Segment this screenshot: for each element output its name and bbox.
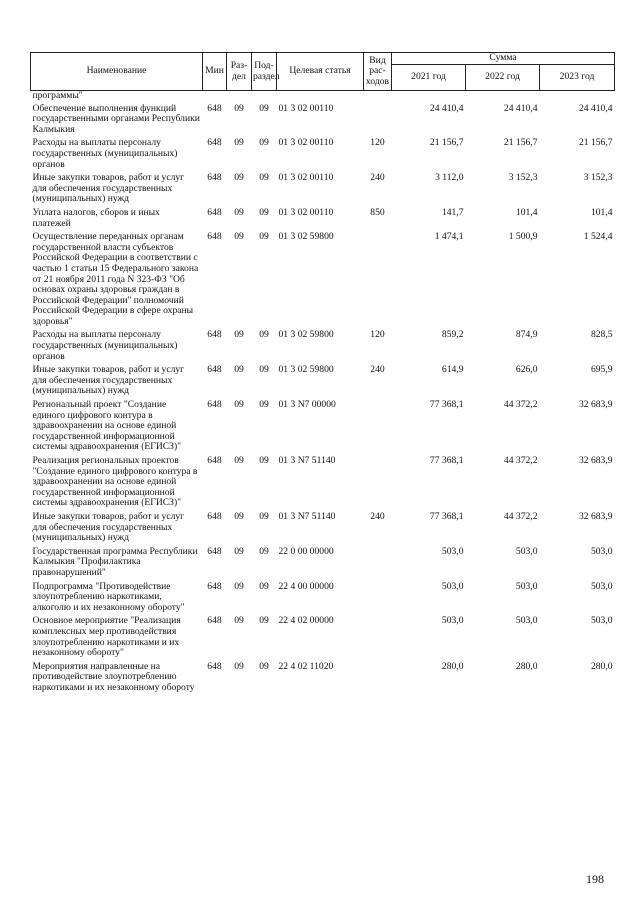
row-sum-2022: 280,0 [515,660,538,672]
row-razdel: 09 [234,545,244,557]
row-sum-2021: 77 368,1 [429,399,464,411]
row-target-article: 01 3 N7 51140 [278,455,336,466]
row-expense-type: 240 [370,172,385,184]
row-sum-2022: 44 372,2 [503,399,538,411]
table-row [31,208,615,232]
row-sum-2021: 280,0 [441,660,464,672]
row-sum-2022: 44 372,2 [503,510,538,522]
table-row [31,512,615,547]
table-row [31,547,615,582]
row-target-article: 01 3 N7 00000 [278,399,336,411]
row-expense-type: 120 [370,329,385,341]
row-sum-2023: 101,4 [590,206,613,218]
row-podrazdel: 09 [259,364,269,376]
row-sum-2023: 695,9 [590,364,613,376]
row-ministry: 648 [207,172,222,184]
row-target-article: 01 3 02 00110 [278,172,334,184]
row-sum-2023: 32 683,9 [578,399,613,411]
header-min: Мин [203,53,227,91]
header-razdel: Раз-дел [227,53,252,91]
row-ministry: 648 [207,545,222,557]
row-razdel: 09 [234,172,244,184]
row-target-article: 01 3 02 00110 [278,137,334,149]
row-sum-2022: 3 152,3 [508,172,538,184]
table-header [31,53,615,91]
row-podrazdel: 09 [259,206,269,218]
row-sum-2021: 77 368,1 [429,455,464,466]
row-target-article: 01 3 N7 51140 [278,510,336,522]
row-ministry: 648 [207,231,222,243]
table-row [31,616,615,661]
table-row [31,138,615,173]
row-sum-2023: 24 410,4 [578,102,613,114]
row-podrazdel: 09 [259,615,269,627]
row-podrazdel: 09 [259,545,269,557]
row-sum-2022: 44 372,2 [503,455,538,466]
table-row [31,365,615,400]
row-razdel: 09 [234,206,244,218]
row-sum-2021: 3 112,0 [435,172,464,184]
row-sum-2023: 21 156,7 [578,137,613,149]
row-expense-type [364,582,392,617]
row-expense-type [364,616,392,661]
row-expense-type [364,232,392,330]
table-row [31,456,615,512]
row-sum-2022: 101,4 [515,206,538,218]
row-name: Расходы на выплаты персоналу государственных (муниципальных) органов [32,329,178,362]
header-podrazdel: Под-раздел [252,53,277,91]
row-target-article: 01 3 02 59800 [278,231,334,243]
page-number: 198 [586,872,604,886]
row-ministry: 648 [207,206,222,218]
header-2021: 2021 год [392,65,466,91]
row-ministry: 648 [207,399,222,411]
row-name: Реализация региональных проектов "Создание единого цифрового контура в здравоохранении на основе единой государственной информационной системы здравоохранения (ЕГИСЗ)" [32,455,198,509]
row-target-article: 01 3 02 59800 [278,364,334,376]
row-target-article: 22 4 02 00000 [278,615,334,627]
table-body [31,91,615,697]
row-sum-2023: 32 683,9 [578,455,613,466]
row-name: Иные закупки товаров, работ и услуг для обеспечения государственных (муниципальных) нужд [32,172,185,205]
row-razdel: 09 [234,399,244,411]
row-sum-2021: 1 474,1 [434,231,464,243]
row-sum-2021: 141,7 [441,206,464,218]
row-sum-2021: 503,0 [441,580,464,592]
row-name: Иные закупки товаров, работ и услуг для обеспечения государственных (муниципальных) нужд [32,510,185,544]
row-razdel: 09 [234,510,244,522]
row-target-article: 01 3 02 00110 [278,206,334,218]
row-razdel: 09 [234,231,244,243]
row-sum-2022: 1 500,9 [508,231,538,243]
row-razdel: 09 [234,660,244,672]
row-sum-2023: 503,0 [590,580,613,592]
row-sum-2023: 3 152,3 [583,172,613,184]
header-sum: Сумма [392,53,615,65]
table-row [31,173,615,208]
row-razdel: 09 [234,102,244,114]
row-podrazdel: 09 [259,137,269,149]
row-name: Обеспечение выполнения функций государственными органами Республики Калмыкия [32,102,200,135]
row-name: Основное мероприятие "Реализация комплексных мер противодействия злоупотреблению наркотиками и их незаконному обороту" [32,615,181,659]
row-sum-2022: 503,0 [515,580,538,592]
header-name: Наименование [31,53,203,91]
row-razdel: 09 [234,364,244,376]
row-podrazdel: 09 [259,329,269,341]
header-2023: 2023 год [540,65,615,91]
row-name: Уплата налогов, сборов и иных платежей [32,206,160,229]
row-name: Расходы на выплаты персоналу государственных (муниципальных) органов [32,137,178,170]
row-expense-type [364,104,392,139]
row-ministry: 648 [207,364,222,376]
row-expense-type: 120 [370,137,385,149]
table-row [31,232,615,330]
row-expense-type [364,662,392,697]
row-sum-2022: 503,0 [515,545,538,557]
row-target-article: 22 0 00 00000 [278,545,334,557]
header-2022: 2022 год [466,65,540,91]
table-row [31,400,615,456]
row-sum-2021: 24 410,4 [429,102,464,114]
row-expense-type: 240 [370,510,385,522]
row-name: Подпрограмма "Противодействие злоупотреблению наркотиками, алкоголю и их незаконному обороту" [32,580,185,613]
row-sum-2021: 77 368,1 [429,510,464,522]
row-podrazdel: 09 [259,102,269,114]
row-ministry: 648 [207,137,222,149]
table-row [31,330,615,365]
row-sum-2023: 828,5 [590,329,613,341]
row-razdel: 09 [234,137,244,149]
table-row [31,582,615,617]
row-sum-2021: 859,2 [441,329,464,341]
row-podrazdel: 09 [259,172,269,184]
row-ministry: 648 [207,580,222,592]
row-sum-2023: 503,0 [590,615,613,627]
row-podrazdel: 09 [259,510,269,522]
row-sum-2022: 21 156,7 [503,137,538,149]
row-target-article: 01 3 02 59800 [278,329,334,341]
row-expense-type [364,456,392,512]
row-expense-type: 850 [370,206,385,218]
row-target-article: 22 4 02 11020 [278,660,334,672]
row-razdel: 09 [234,329,244,341]
table-row [31,662,615,697]
row-name: Региональный проект "Создание единого цифрового контура в здравоохранении на основе единой государственной информационной системы здравоохранения (ЕГИСЗ)" [32,399,182,453]
row-podrazdel: 09 [259,399,269,411]
row-sum-2021: 503,0 [441,615,464,627]
row-podrazdel: 09 [259,580,269,592]
row-target-article: 22 4 00 00000 [278,580,334,592]
row-sum-2023: 503,0 [590,545,613,557]
row-expense-type [364,547,392,582]
row-sum-2022: 503,0 [515,615,538,627]
row-sum-2023: 32 683,9 [578,510,613,522]
continuation-text: программы" [32,90,83,101]
row-name: Государственная программа Республики Калмыкия "Профилактика правонарушений" [32,545,198,578]
row-sum-2022: 874,9 [515,329,538,341]
row-expense-type: 240 [370,364,385,376]
row-ministry: 648 [207,510,222,522]
row-ministry: 648 [207,329,222,341]
row-ministry: 648 [207,102,222,114]
row-ministry: 648 [207,455,222,466]
continuation-row [31,91,615,104]
row-sum-2021: 503,0 [441,545,464,557]
row-expense-type [364,400,392,456]
row-sum-2023: 280,0 [590,660,613,672]
table-row [31,104,615,139]
row-ministry: 648 [207,660,222,672]
row-sum-2021: 614,9 [441,364,464,376]
row-name: Осуществление переданных органам государственной власти субъектов Российской Федерации в соответствии с частью 1 статьи 15 Федерального закона от 21 ноября 2011 года N 323-ФЗ "Об основах охраны здоровья граждан в Российской Федерации" полномочий Российской Федерации в сфере охраны здоровья" [32,231,199,327]
row-sum-2023: 1 524,4 [583,231,613,243]
row-name: Мероприятия направленные на противодействие злоупотреблению наркотиками и их незаконному обороту [32,660,195,693]
row-target-article: 01 3 02 00110 [278,102,334,114]
row-podrazdel: 09 [259,231,269,243]
row-sum-2022: 24 410,4 [503,102,538,114]
row-sum-2022: 626,0 [515,364,538,376]
row-razdel: 09 [234,455,244,466]
row-ministry: 648 [207,615,222,627]
budget-table [30,52,615,696]
row-razdel: 09 [234,580,244,592]
header-vid: Вид рас-ходов [364,53,392,91]
row-name: Иные закупки товаров, работ и услуг для обеспечения государственных (муниципальных) нужд [32,364,185,397]
row-razdel: 09 [234,615,244,627]
row-sum-2021: 21 156,7 [429,137,464,149]
row-podrazdel: 09 [259,660,269,672]
row-podrazdel: 09 [259,455,269,466]
header-target: Целевая статья [277,53,364,91]
